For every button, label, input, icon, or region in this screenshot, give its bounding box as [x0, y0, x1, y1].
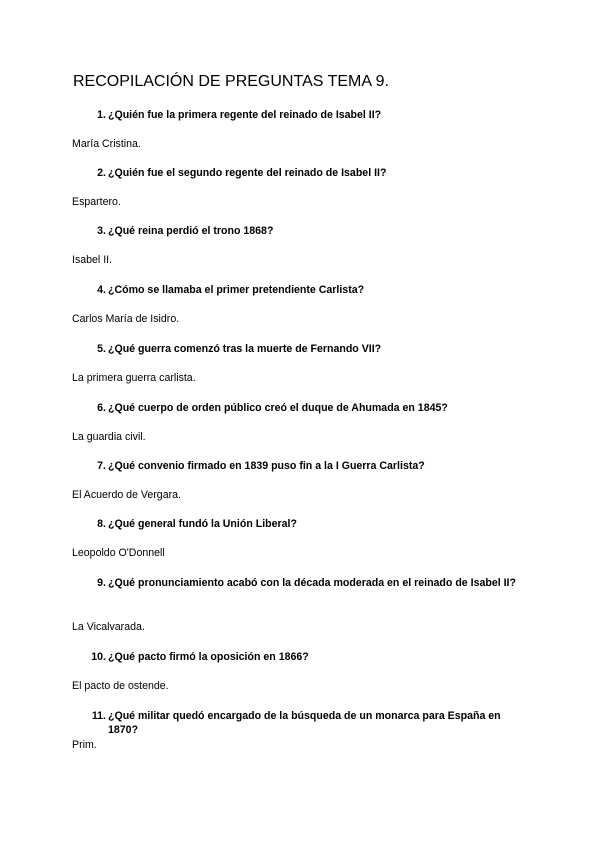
question-11 [90, 709, 530, 737]
question-2 [90, 166, 530, 180]
answer-7: El Acuerdo de Vergara. [72, 489, 181, 501]
question-number: 5. [97, 343, 106, 355]
question-number: 3. [97, 225, 106, 237]
question-7 [90, 459, 530, 473]
question-text: ¿Qué reina perdió el trono 1868? [108, 225, 274, 237]
answer-5: La primera guerra carlista. [72, 372, 196, 384]
answer-10: El pacto de ostende. [72, 680, 169, 692]
question-10 [90, 650, 530, 664]
question-text: ¿Qué pacto firmó la oposición en 1866? [108, 651, 309, 663]
question-text: ¿Qué cuerpo de orden público creó el duque de Ahumada en 1845? [108, 402, 448, 414]
answer-8: Leopoldo O'Donnell [72, 547, 165, 559]
question-number: 10. [91, 651, 106, 663]
question-number: 6. [97, 402, 106, 414]
question-number: 11. [91, 710, 106, 722]
question-text: ¿Qué general fundó la Unión Liberal? [108, 518, 297, 530]
answer-11: Prim. [72, 739, 97, 751]
question-text: ¿Cómo se llamaba el primer pretendiente Carlista? [108, 284, 365, 296]
answer-2: Espartero. [72, 196, 121, 208]
question-number: 2. [97, 167, 106, 179]
question-text: ¿Qué pronunciamiento acabó con la década moderada en el reinado de Isabel II? [108, 577, 516, 589]
question-number: 4. [97, 284, 106, 296]
question-number: 7. [97, 460, 106, 472]
question-8 [90, 517, 530, 531]
question-6 [90, 401, 530, 415]
question-4 [90, 283, 530, 297]
question-number: 1. [97, 109, 106, 121]
question-text: ¿Qué militar quedó encargado de la búsqueda de un monarca para España en 1870? [108, 710, 501, 736]
document-title: RECOPILACIÓN DE PREGUNTAS TEMA 9. [73, 73, 389, 90]
answer-6: La guardia civil. [72, 431, 146, 443]
answer-9: La Vicalvarada. [72, 621, 145, 633]
question-5 [90, 342, 530, 356]
question-text: ¿Quién fue la primera regente del reinado de Isabel II? [108, 109, 382, 121]
question-3 [90, 224, 530, 238]
answer-3: Isabel II. [72, 254, 113, 266]
question-text: ¿Qué guerra comenzó tras la muerte de Fernando VII? [108, 343, 382, 355]
answer-4: Carlos María de Isidro. [72, 313, 180, 325]
question-text: ¿Qué convenio firmado en 1839 puso fin a la I Guerra Carlista? [108, 460, 425, 472]
question-number: 8. [97, 518, 106, 530]
answer-1: María Cristina. [72, 138, 141, 150]
question-number: 9. [97, 577, 106, 589]
question-9 [90, 576, 530, 590]
question-text: ¿Quién fue el segundo regente del reinado de Isabel II? [108, 167, 387, 179]
question-1 [90, 108, 530, 122]
